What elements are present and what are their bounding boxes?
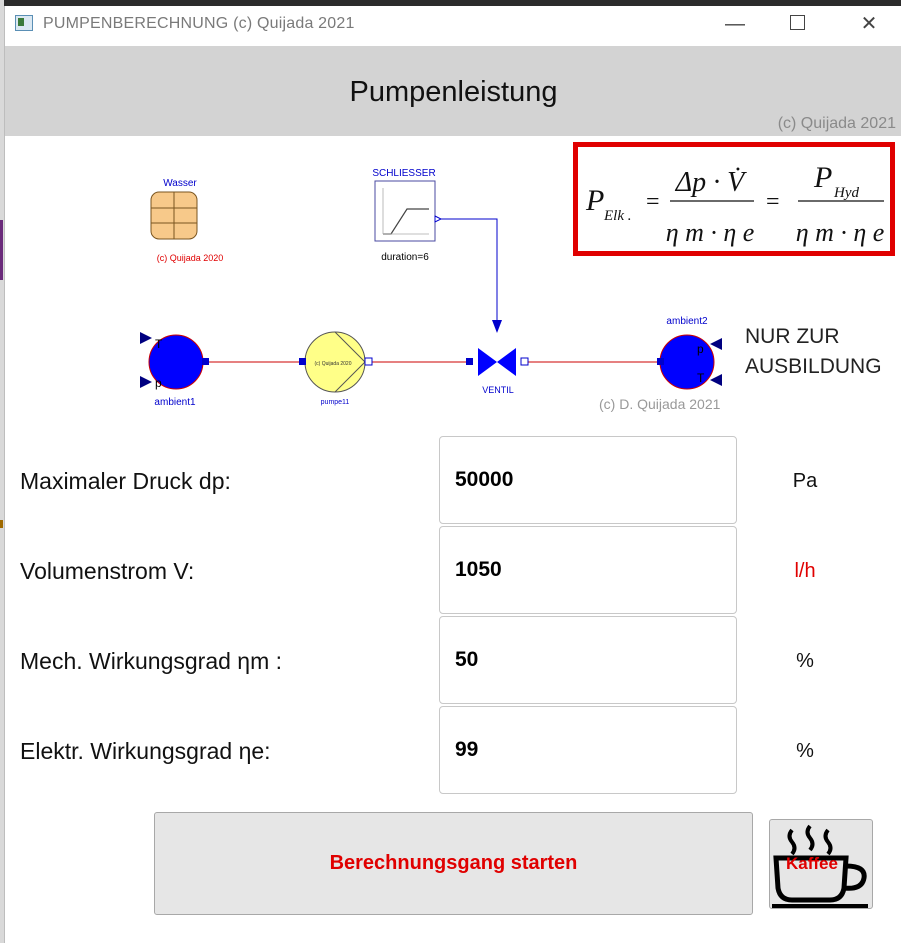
model-diagram: [5, 136, 901, 426]
label-mech-efficiency: Mech. Wirkungsgrad ηm :: [20, 648, 283, 674]
equals-sign: =: [646, 189, 660, 215]
window-title: PUMPENBERECHNUNG (c) Quijada 2021: [43, 15, 355, 32]
formula-lhs: P: [586, 184, 605, 217]
diagram-copyright: (c) D. Quijada 2021: [599, 396, 721, 412]
volume-flow-input[interactable]: [440, 527, 736, 613]
volume-flow-field[interactable]: [439, 526, 737, 614]
desktop-background-mark: [0, 220, 3, 280]
formula-numerator-2: P: [814, 161, 833, 194]
elec-efficiency-input[interactable]: [440, 707, 736, 793]
unit-mech-efficiency: %: [796, 650, 814, 672]
signal-line: [441, 219, 497, 326]
pump-label: pumpe11: [320, 399, 350, 406]
coffee-label: Kaffee: [786, 854, 838, 873]
unit-elec-efficiency: %: [796, 740, 814, 762]
elec-efficiency-field[interactable]: [439, 706, 737, 794]
pump-inner-copyright: (c) Quijada 2020: [314, 361, 352, 367]
ambient1-port-t: T: [155, 337, 163, 351]
app-icon: [15, 15, 33, 31]
unit-volume-flow: l/h: [794, 560, 816, 582]
max-pressure-input[interactable]: [440, 437, 736, 523]
minimize-icon: —: [725, 13, 745, 35]
close-icon: ✕: [860, 13, 878, 35]
training-notice-line1: NUR ZUR: [745, 325, 840, 348]
closer-label: SCHLIESSER: [372, 168, 436, 179]
water-source-copyright: (c) Quijada 2020: [156, 253, 224, 263]
start-calculation-label: Berechnungsgang starten: [329, 852, 578, 874]
formula-denominator-2: η m · η e: [795, 218, 885, 247]
app-window: [4, 6, 901, 943]
formula-numerator-2-sub: Hyd: [834, 185, 859, 201]
label-max-pressure: Maximaler Druck dp:: [20, 468, 231, 494]
coffee-button[interactable]: [769, 819, 873, 909]
title-bar[interactable]: [5, 6, 901, 44]
ambient1-port-p: p: [155, 376, 162, 390]
formula-numerator-1: Δp · V̇: [675, 167, 745, 198]
page-title: Pumpenleistung: [349, 76, 558, 108]
minimize-button[interactable]: [705, 6, 765, 44]
ambient1-label: ambient1: [154, 397, 196, 408]
maximize-button[interactable]: [767, 6, 827, 44]
ambient2-port-t: T: [697, 371, 705, 385]
max-pressure-field[interactable]: [439, 436, 737, 524]
closer-param: duration=6: [381, 252, 429, 263]
label-elec-efficiency: Elektr. Wirkungsgrad ηe:: [20, 738, 271, 764]
formula-svg: [578, 147, 890, 251]
closer-block: [375, 181, 441, 241]
signal-arrow: [492, 320, 502, 333]
maximize-icon: [790, 15, 805, 30]
page-header: [5, 46, 901, 136]
ambient2-boundary: [657, 335, 722, 389]
close-button[interactable]: [839, 6, 899, 44]
valve-label: VENTIL: [482, 385, 514, 395]
training-notice-line2: AUSBILDUNG: [745, 355, 882, 378]
header-copyright: (c) Quijada 2021: [777, 115, 896, 132]
formula-lhs-sub: Elk .: [604, 208, 632, 224]
power-formula: [573, 142, 895, 256]
desktop-background-mark: [0, 520, 3, 528]
mech-efficiency-input[interactable]: [440, 617, 736, 703]
formula-denominator-1: η m · η e: [665, 218, 755, 247]
water-source-icon: [151, 192, 197, 239]
label-volume-flow: Volumenstrom V:: [20, 558, 195, 584]
unit-pressure: Pa: [792, 470, 818, 492]
start-calculation-button[interactable]: [154, 812, 753, 915]
equals-sign: =: [766, 189, 780, 215]
training-notice: [745, 322, 882, 382]
ambient1-boundary: [140, 332, 209, 389]
valve-icon: [466, 348, 528, 376]
water-source-label: Wasser: [163, 178, 197, 189]
mech-efficiency-field[interactable]: [439, 616, 737, 704]
ambient2-label: ambient2: [666, 316, 708, 327]
ambient2-port-p: p: [697, 342, 704, 356]
